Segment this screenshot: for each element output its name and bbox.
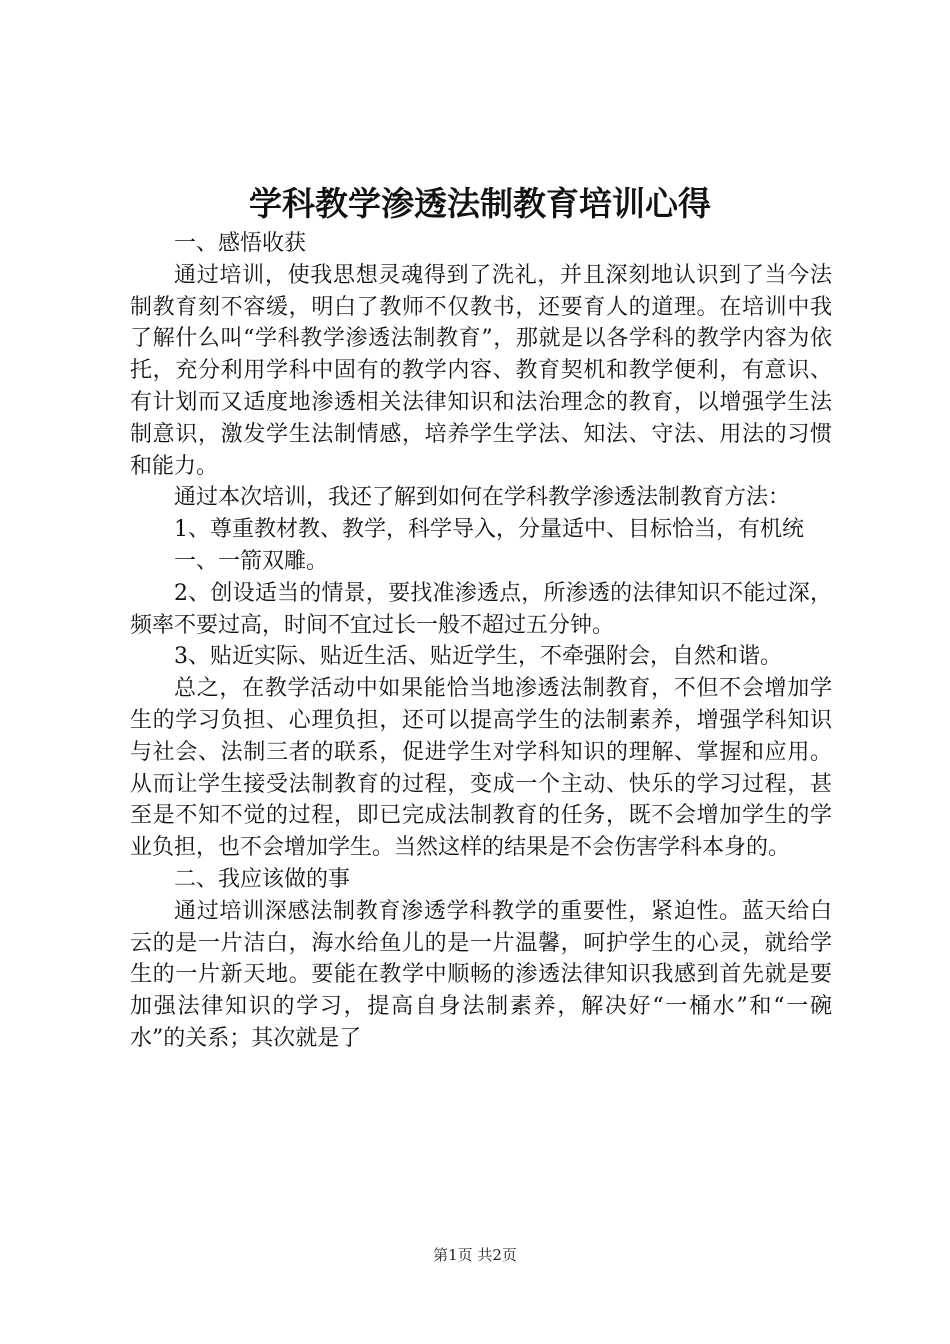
document-title: 学科教学渗透法制教育培训心得 bbox=[249, 184, 711, 223]
paragraph: 总之，在教学活动中如果能恰当地渗透法制教育，不但不会增加学生的学习负担、心理负担，还可以提高学生的法制素养，增强学科知识与社会、法制三者的联系，促进学生对学科知识的理解、掌握和应用。从而让学生接受法制教育的过程，变成一个主动、快乐的学习过程，甚至是不知不觉的过程，即已完成法制教育的任务，既不会增加学生的学业负担，也不会增加学生。当然这样的结果是不会伤害学科本身的。 bbox=[130, 676, 832, 861]
section-heading: 一、感悟收获 bbox=[174, 231, 307, 256]
list-item: 1、尊重教材教、教学，科学导入，分量适中、目标恰当，有机统 bbox=[174, 517, 804, 543]
section-heading: 二、我应该做的事 bbox=[174, 866, 351, 892]
page-number-footer: 第1页 共2页 bbox=[433, 1246, 517, 1264]
list-item: 2、创设适当的情景，要找准渗透点，所渗透的法律知识不能过深，频率不要过高，时间不宜过长一般不超过五分钟。 bbox=[130, 580, 832, 638]
paragraph: 通过培训深感法制教育渗透学科教学的重要性，紧迫性。蓝天给白云的是一片洁白，海水给鱼儿的是一片温馨，呵护学生的心灵，就给学生的一片新天地。要能在教学中顺畅的渗透法律知识我感到首先就是要加强法律知识的学习，提高自身法制素养，解决好“一桶水”和“一碗水”的关系；其次就是了 bbox=[130, 898, 832, 1051]
document-body bbox=[130, 228, 832, 1055]
paragraph: 通过本次培训，我还了解到如何在学科教学渗透法制教育方法： bbox=[174, 485, 791, 511]
paragraph: 通过培训，使我思想灵魂得到了洗礼，并且深刻地认识到了当今法制教育刻不容缓，明白了教师不仅教书，还要育人的道理。在培训中我了解什么叫“学科教学渗透法制教育”，那就是以各学科的教学内容为依托，充分利用学科中固有的教学内容、教育契机和教学便利，有意识、有计划而又适度地渗透相关法律知识和法治理念的教育，以增强学生法制意识，激发学生法制情感，培养学生学法、知法、守法、用法的习惯和能力。 bbox=[130, 262, 832, 479]
list-item-continuation: 一、一箭双雕。 bbox=[174, 548, 329, 574]
list-item: 3、贴近实际、贴近生活、贴近学生，不牵强附会，自然和谐。 bbox=[174, 644, 782, 670]
